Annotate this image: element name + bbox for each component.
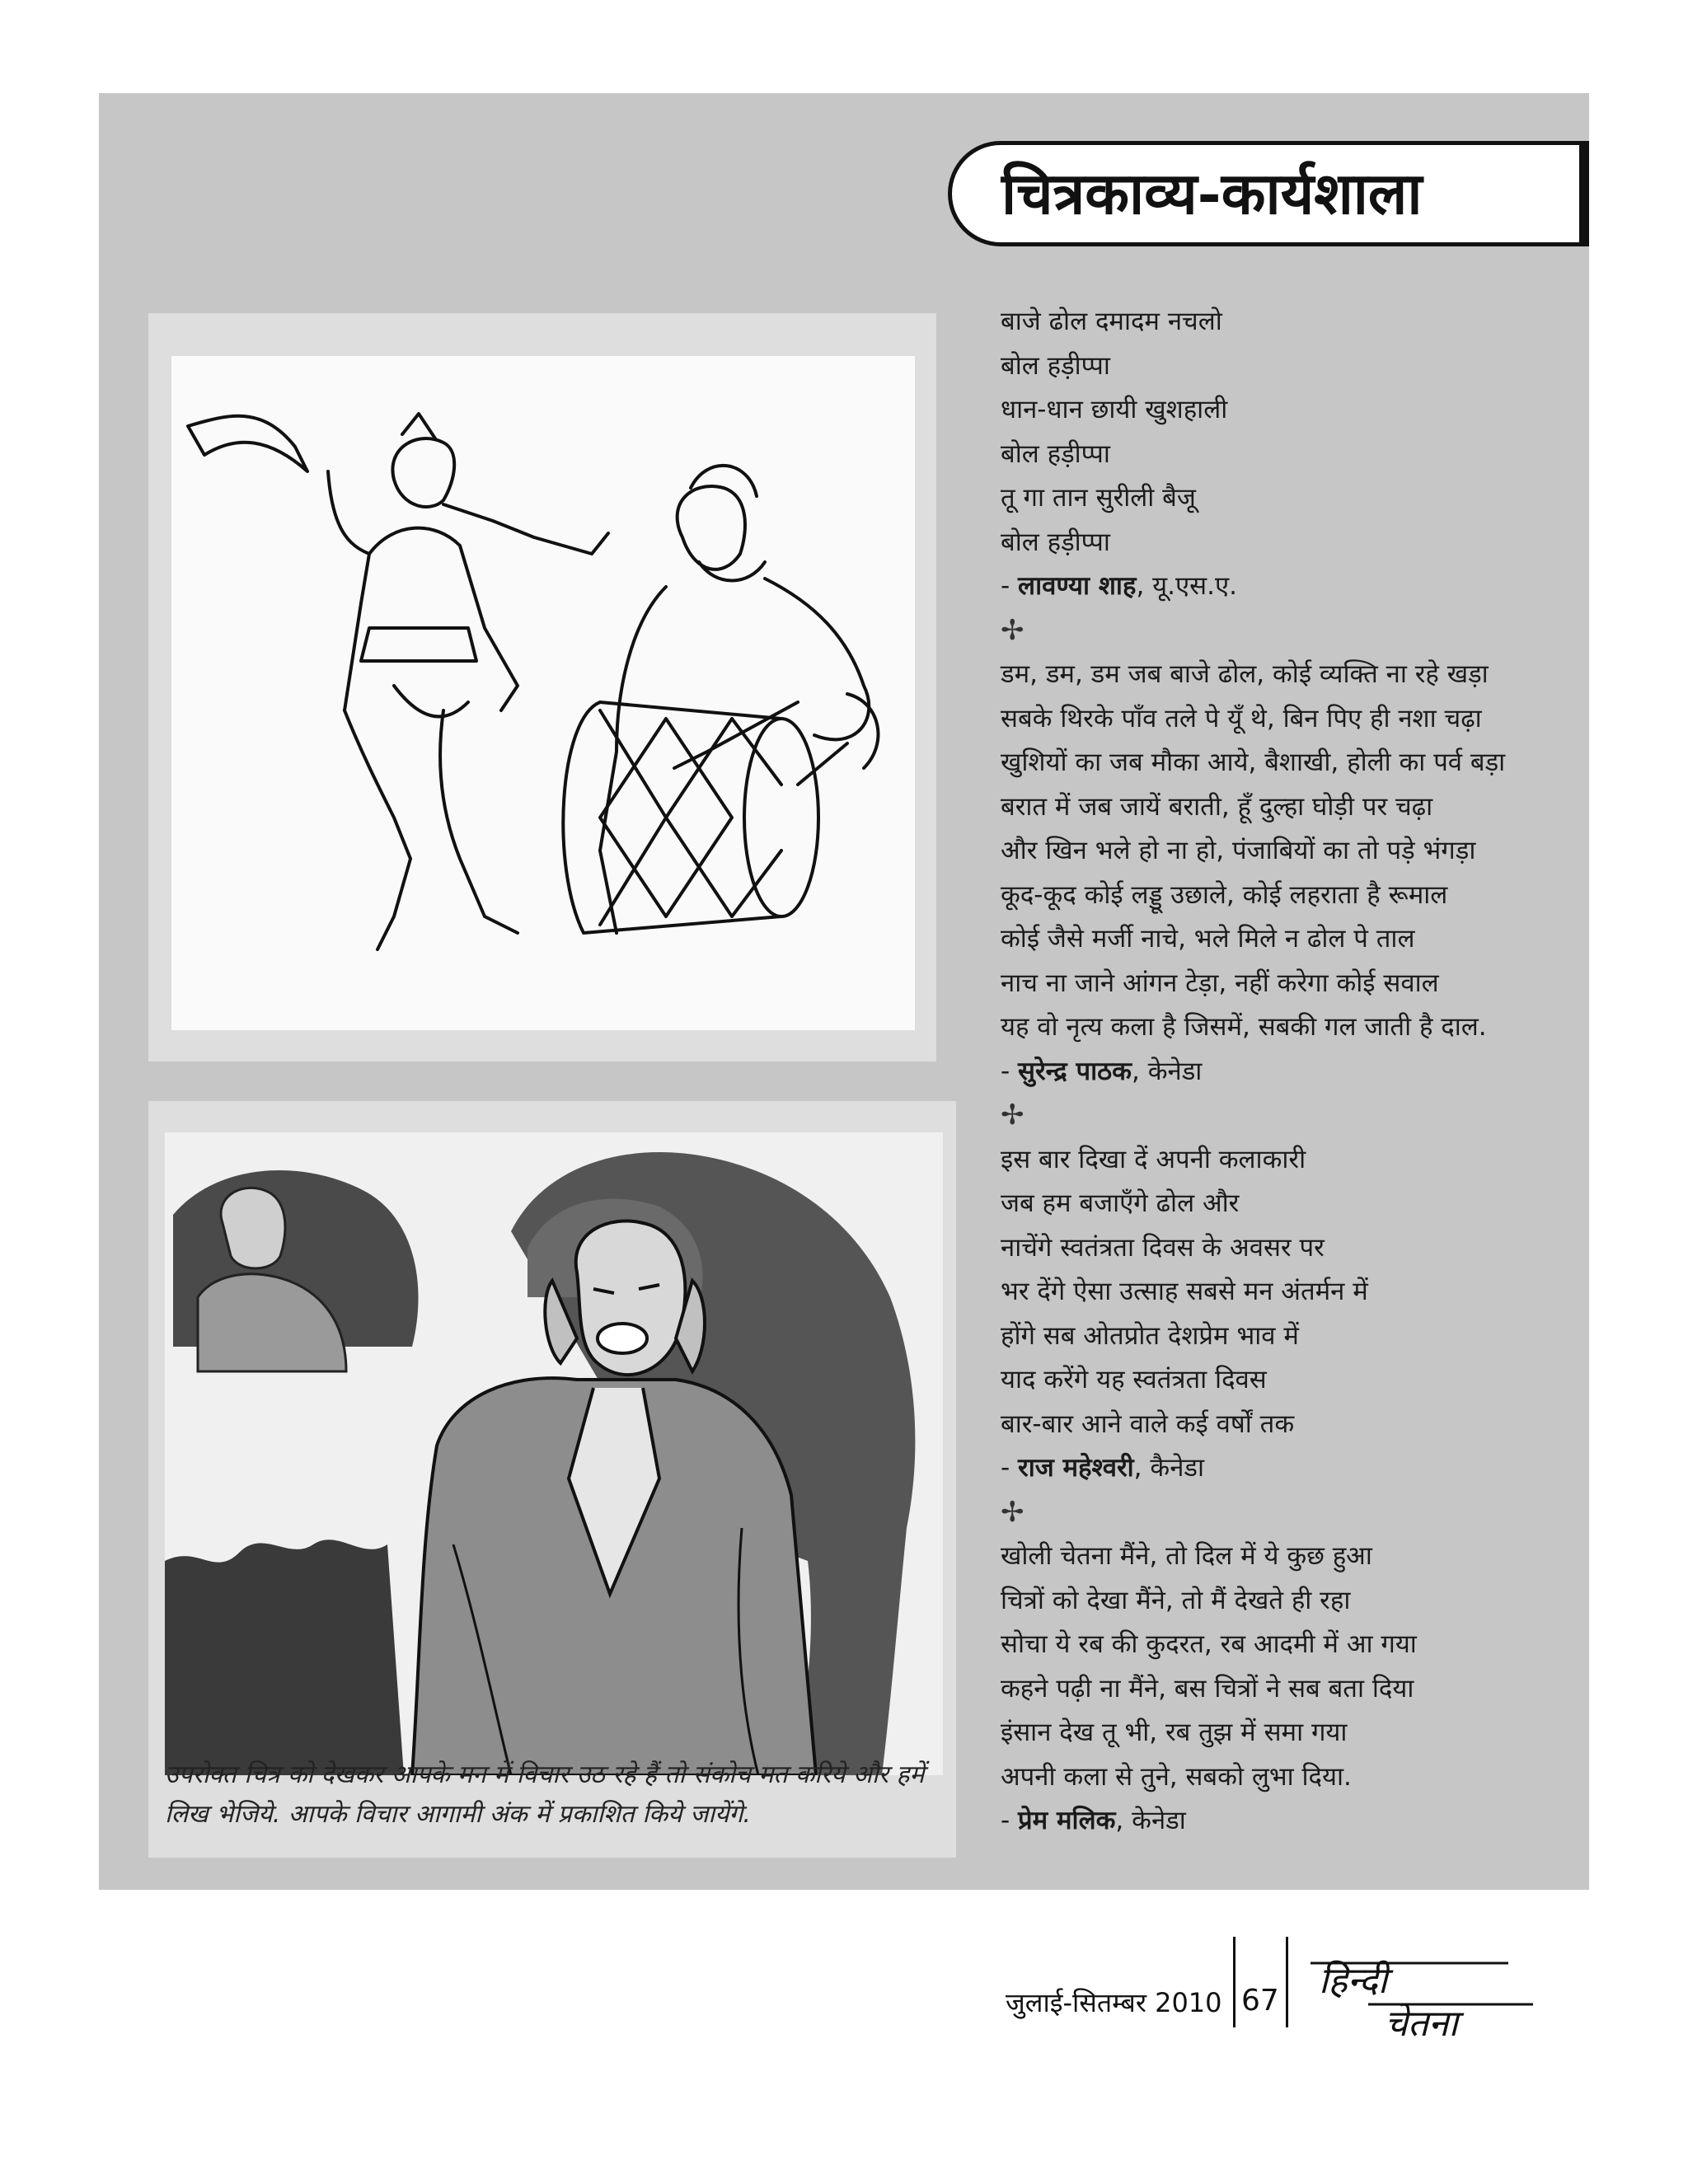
author-name: लावण्या शाह [1018, 571, 1137, 601]
poem-line: बोल हड़ीप्पा [1001, 350, 1110, 381]
poem-line: खुशियों का जब मौका आये, बैशाखी, होली का पर्व बड़ा [1001, 748, 1506, 777]
poem-line: और खिन भले हो ना हो, पंजाबियों का तो पड़े भंगड़ा [1001, 836, 1476, 865]
separator-icon: ✢ [1001, 1099, 1025, 1132]
poem-line: होंगे सब ओतप्रोत देशप्रेम भाव में [1001, 1320, 1299, 1351]
footer-divider [1233, 1937, 1236, 2027]
poem-2 [1001, 653, 1578, 1094]
poem-line: जब हम बजाएँगे ढोल और [1001, 1188, 1240, 1218]
poem-line: धान-धान छायी खुशहाली [1001, 395, 1228, 424]
poem-line: नाच ना जाने आंगन टेड़ा, नहीं करेगा कोई सवाल [1001, 968, 1439, 998]
poem-line: बरात में जब जायें बराती, हूँ दुल्हा घोड़ी पर चढ़ा [1001, 791, 1433, 822]
poem-line: कूद-कूद कोई लड्डू उछाले, कोई लहराता है रूमाल [1001, 879, 1448, 910]
poem-line: अपनी कला से तुने, सबको लुभा दिया. [1001, 1761, 1352, 1792]
page-number: 67 [1241, 1984, 1279, 2018]
logo-word-hindi: हिन्दी [1319, 1960, 1388, 2002]
author-place: केनेडा [1147, 1056, 1203, 1086]
credit-dash: - [1001, 1453, 1019, 1483]
poem-line: खोली चेतना मैंने, तो दिल में ये कुछ हुआ [1001, 1541, 1372, 1571]
poem-line: बोल हड़ीप्पा [1001, 438, 1110, 469]
poem-line: बाजे ढोल दमादम नचलो [1001, 307, 1222, 336]
poem-line: यह वो नृत्य कला है जिसमें, सबकी गल जाती है दाल. [1001, 1012, 1487, 1042]
poem-line: बोल हड़ीप्पा [1001, 527, 1110, 557]
author-place: यू.एस.ए. [1152, 571, 1237, 601]
figure-bottom [148, 1101, 956, 1858]
separator-icon: ✢ [1001, 1495, 1025, 1529]
poem-line: भर देंगे ऐसा उत्साह सबसे मन अंतर्मन में [1001, 1277, 1368, 1306]
separator-icon: ✢ [1001, 613, 1025, 647]
poem-3 [1001, 1138, 1578, 1491]
poem-line: याद करेंगे यह स्वतंत्रता दिवस [1001, 1365, 1267, 1394]
page-title: चित्रकाव्य-कार्यशाला [1001, 159, 1423, 227]
poem-line: नाचेंगे स्वतंत्रता दिवस के अवसर पर [1001, 1232, 1325, 1263]
title-banner [948, 141, 1589, 246]
author-name: राज महेश्वरी [1018, 1453, 1134, 1483]
dhol-dancers-illustration-icon [171, 356, 915, 1030]
author-place: कैनेडा [1150, 1453, 1205, 1483]
issue-date: जुलाई-सितम्बर 2010 [1006, 1987, 1222, 2018]
poem-line: सोचा ये रब की कुदरत, रब आदमी में आ गया [1001, 1629, 1417, 1659]
author-place: केनेडा [1132, 1806, 1186, 1835]
figure-caption: उपरोक्त चित्र को देखकर आपके मन में विचार उठ रहे हैं तो संकोच मत करिये और हमें लिख भेजिये. आपके विचार आगामी अंक में प्रकाशित किये जायेंगे. [165, 1760, 925, 1829]
credit-dash: - [1001, 571, 1019, 601]
poem-line: कहने पढ़ी ना मैंने, बस चित्रों ने सब बता दिया [1001, 1673, 1414, 1704]
author-name: सुरेन्द्र पाठक [1018, 1056, 1132, 1086]
author-name: प्रेम मलिक [1018, 1806, 1116, 1835]
poem-line: सबके थिरके पाँव तले पे यूँ थे, बिन पिए ही नशा चढ़ा [1001, 703, 1482, 733]
credit-dash: - [1001, 1806, 1019, 1835]
logo-word-chetna: चेतना [1385, 2003, 1458, 2045]
poem-line: तू गा तान सुरीली बैजू [1001, 483, 1196, 513]
poem-line: कोई जैसे मर्जी नाचे, भले मिले न ढोल पे ताल [1001, 924, 1415, 954]
poem-credit: - सुरेन्द्र पाठक, केनेडा [1001, 1056, 1203, 1086]
poem-credit: - राज महेश्वरी, कैनेडा [1001, 1453, 1205, 1483]
poem-credit: - लावण्या शाह, यू.एस.ए. [1001, 571, 1237, 601]
poem-line: इंसान देख तू भी, रब तुझ में समा गया [1001, 1718, 1348, 1747]
woman-covering-ears-illustration-icon [165, 1132, 943, 1775]
poem-line: चित्रों को देखा मैंने, तो मैं देखते ही रहा [1001, 1585, 1351, 1615]
credit-dash: - [1001, 1056, 1019, 1086]
poem-1 [1001, 300, 1578, 609]
poem-credit: - प्रेम मलिक, केनेडा [1001, 1806, 1186, 1835]
poem-4 [1001, 1535, 1578, 1844]
footer-divider [1286, 1937, 1288, 2027]
hindi-chetna-logo [1294, 1937, 1541, 2052]
poem-line: बार-बार आने वाले कई वर्षों तक [1001, 1408, 1295, 1439]
poems-column [1001, 300, 1578, 1844]
figure-top [148, 313, 936, 1062]
poem-line: डम, डम, डम जब बाजे ढोल, कोई व्यक्ति ना रहे खड़ा [1001, 659, 1489, 689]
poem-line: इस बार दिखा दें अपनी कलाकारी [1001, 1144, 1306, 1174]
